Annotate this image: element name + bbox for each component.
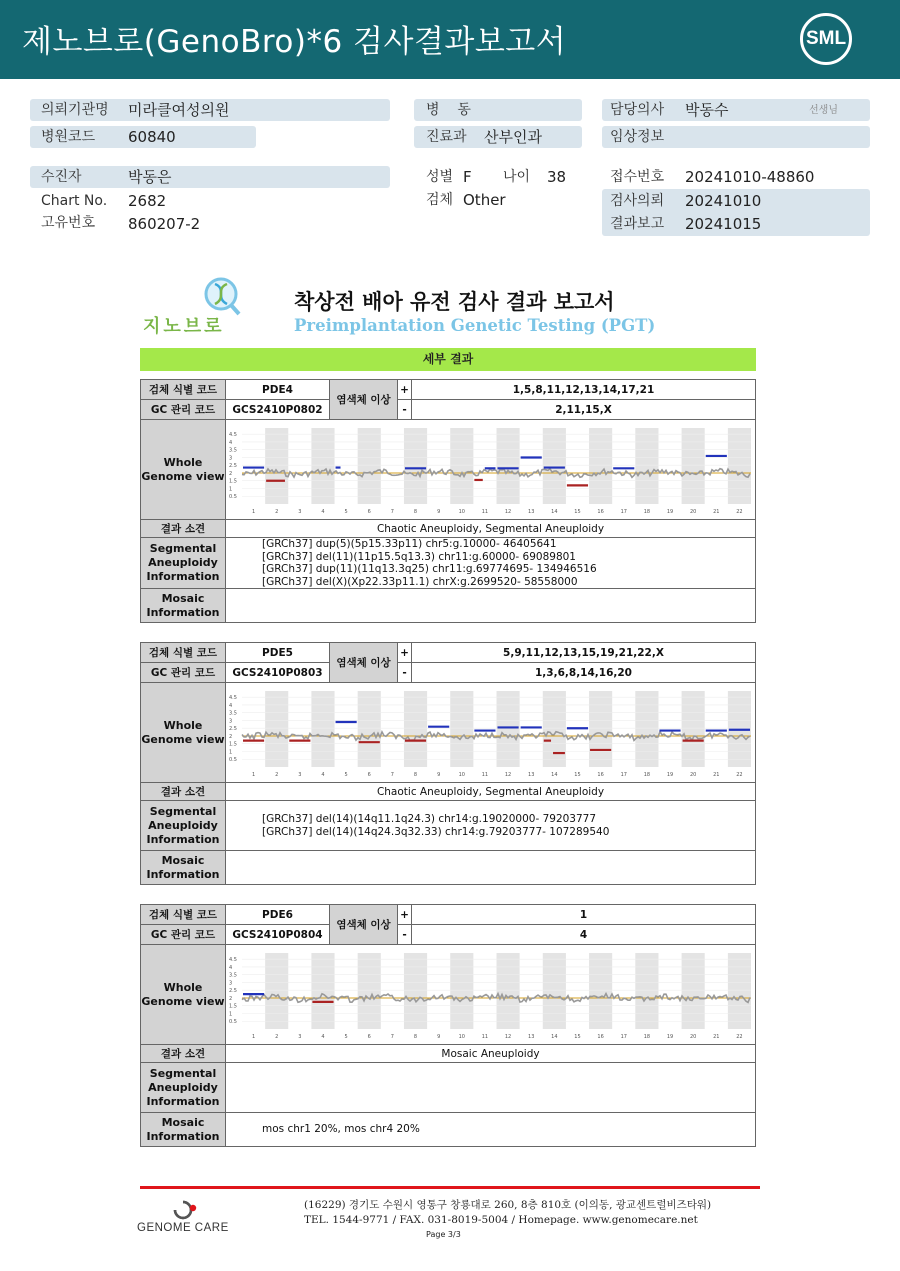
chromosome-band bbox=[543, 953, 566, 1029]
chromosome-label: 9 bbox=[437, 772, 441, 778]
mosaic-info bbox=[226, 589, 756, 623]
chromosome-band bbox=[543, 428, 566, 504]
y-tick-label: 3.5 bbox=[229, 447, 237, 454]
chromosome-label: 15 bbox=[574, 1034, 581, 1040]
chromosome-label: 12 bbox=[504, 1034, 512, 1040]
chromosome-label: 11 bbox=[481, 772, 489, 778]
sample-code-label: 검체 식별 코드 bbox=[141, 643, 226, 663]
chromosome-band bbox=[635, 428, 658, 504]
chromosome-band bbox=[404, 428, 427, 504]
chromosome-label: 12 bbox=[504, 772, 512, 778]
clinical-label: 임상정보 bbox=[610, 129, 665, 145]
genome-plot bbox=[226, 420, 755, 516]
doctor-suffix: 선생님 bbox=[809, 105, 838, 116]
contact-line: TEL. 1544-9771 / FAX. 031-8019-5004 / Homepage. www.genomecare.net bbox=[304, 1214, 698, 1226]
gc-code-label: GC 관리 코드 bbox=[141, 663, 226, 683]
gain-sign: + bbox=[398, 643, 412, 663]
chromosome-label: 4 bbox=[321, 772, 325, 778]
segmental-info bbox=[226, 538, 756, 589]
report-date-label: 결과보고 bbox=[610, 216, 665, 232]
genome-care-logo bbox=[137, 1198, 229, 1238]
chromosome-label: 11 bbox=[481, 509, 489, 515]
chromosome-label: 6 bbox=[367, 509, 371, 515]
sample-code-label: 검체 식별 코드 bbox=[141, 905, 226, 925]
report-subtitle: Preimplantation Genetic Testing (PGT) bbox=[294, 316, 656, 335]
chromosome-label: 8 bbox=[413, 509, 418, 515]
segmental-line: [GRCh37] dup(5)(5p15.33p11) chr5:g.10000- 46405641 bbox=[262, 538, 557, 550]
footer-divider bbox=[140, 1186, 760, 1189]
id-value: 860207-2 bbox=[128, 215, 201, 233]
segmental-line: [GRCh37] del(11)(11p15.5q13.3) chr11:g.60000- 69089801 bbox=[262, 550, 576, 563]
chromosome-label: 10 bbox=[458, 772, 465, 778]
y-tick-label: 3.5 bbox=[229, 972, 237, 979]
chromosome-band bbox=[450, 953, 473, 1029]
y-tick-label: 4.5 bbox=[229, 432, 237, 439]
chromosome-label: 5 bbox=[344, 509, 348, 515]
age-label: 나이 bbox=[503, 169, 531, 185]
chromosome-label: 9 bbox=[437, 509, 441, 515]
report-title: 제노브로(GenoBro)*6 검사결과보고서 bbox=[22, 24, 567, 60]
embryo-table bbox=[140, 904, 756, 1147]
sample-code: PDE5 bbox=[226, 643, 330, 663]
chromosome-band bbox=[497, 953, 520, 1029]
segmental-line: [GRCh37] del(14)(14q11.1q24.3) chr14:g.19020000- 79203777 bbox=[262, 813, 597, 825]
loss-chromosomes: 1,3,6,8,14,16,20 bbox=[412, 663, 756, 683]
report-date-value: 20241015 bbox=[685, 215, 762, 233]
finding-value: Chaotic Aneuploidy, Segmental Aneuploidy bbox=[226, 520, 756, 538]
genome-plot-cell bbox=[226, 420, 756, 520]
chromosome-label: 20 bbox=[689, 1034, 697, 1040]
sml-logo: SML bbox=[800, 13, 852, 65]
y-tick-label: 4.5 bbox=[229, 957, 237, 964]
chromosome-label: 17 bbox=[620, 772, 627, 778]
chromosome-label: 4 bbox=[321, 509, 325, 515]
institution-value: 미라클여성의원 bbox=[128, 101, 230, 119]
y-tick-label: 3.5 bbox=[229, 710, 237, 717]
chromosome-band bbox=[589, 953, 612, 1029]
genome-plot bbox=[226, 683, 755, 779]
y-tick-label: 2 bbox=[229, 995, 233, 1002]
abnormality-label: 염색체 이상 bbox=[330, 643, 398, 683]
mosaic-info bbox=[226, 851, 756, 885]
chromosome-label: 17 bbox=[620, 509, 627, 515]
chromosome-label: 19 bbox=[666, 772, 674, 778]
chromosome-band bbox=[682, 953, 705, 1029]
chromosome-label: 18 bbox=[643, 509, 651, 515]
chromosome-label: 1 bbox=[251, 1034, 256, 1040]
whole-genome-label: Whole Genome view bbox=[141, 683, 226, 783]
sex-value: F bbox=[463, 168, 472, 186]
chromosome-band bbox=[682, 691, 705, 767]
segmental-line: [GRCh37] dup(11)(11q13.3q25) chr11:g.69774695- 134946516 bbox=[262, 563, 597, 575]
chromosome-label: 15 bbox=[574, 772, 581, 778]
whole-genome-label: Whole Genome view bbox=[141, 420, 226, 520]
chromosome-label: 7 bbox=[390, 509, 394, 515]
gain-chromosomes: 5,9,11,12,13,15,19,21,22,X bbox=[412, 643, 756, 663]
age-value: 38 bbox=[547, 168, 567, 186]
chromosome-label: 13 bbox=[528, 509, 535, 515]
genome-plot-cell bbox=[226, 945, 756, 1045]
report-main-title: 착상전 배아 유전 검사 결과 보고서 bbox=[294, 290, 615, 314]
loss-chromosomes: 4 bbox=[412, 925, 756, 945]
chromosome-label: 3 bbox=[298, 509, 302, 515]
segmental-label: Segmental Aneuploidy Information bbox=[141, 1063, 226, 1113]
gain-chromosomes: 1 bbox=[412, 905, 756, 925]
chromosome-label: 16 bbox=[597, 772, 604, 778]
id-label: 고유번호 bbox=[41, 215, 96, 231]
segmental-label: Segmental Aneuploidy Information bbox=[141, 801, 226, 851]
patient-value: 박동은 bbox=[128, 168, 172, 186]
chromosome-label: 13 bbox=[528, 1034, 535, 1040]
chromosome-label: 14 bbox=[551, 1034, 558, 1040]
y-tick-label: 1 bbox=[229, 486, 233, 493]
chromosome-label: 10 bbox=[458, 509, 465, 515]
finding-value: Chaotic Aneuploidy, Segmental Aneuploidy bbox=[226, 783, 756, 801]
dept-value: 산부인과 bbox=[484, 128, 542, 146]
company-name: GENOME CARE bbox=[137, 1222, 229, 1234]
chromosome-label: 18 bbox=[643, 1034, 651, 1040]
y-tick-label: 1.5 bbox=[229, 1003, 237, 1010]
chromosome-label: 6 bbox=[367, 772, 371, 778]
chromosome-band bbox=[682, 428, 705, 504]
y-tick-label: 1 bbox=[229, 749, 233, 756]
chromosome-label: 12 bbox=[504, 509, 512, 515]
y-tick-label: 4 bbox=[229, 439, 233, 446]
y-tick-label: 4 bbox=[229, 702, 233, 709]
chromosome-label: 17 bbox=[620, 1034, 627, 1040]
y-tick-label: 1 bbox=[229, 1011, 233, 1018]
chromosome-band bbox=[311, 691, 334, 767]
y-tick-label: 1.5 bbox=[229, 741, 237, 748]
mosaic-label: Mosaic Information bbox=[141, 589, 226, 623]
chromosome-label: 15 bbox=[574, 509, 581, 515]
chromosome-label: 20 bbox=[689, 772, 697, 778]
chromosome-band bbox=[358, 691, 381, 767]
chromosome-label: 6 bbox=[367, 1034, 371, 1040]
genome-plot bbox=[226, 945, 755, 1041]
chromosome-band bbox=[450, 428, 473, 504]
chromosome-band bbox=[589, 428, 612, 504]
chromosome-band bbox=[728, 953, 751, 1029]
chromosome-label: 11 bbox=[481, 1034, 489, 1040]
segmental-info bbox=[226, 801, 756, 851]
loss-chromosomes: 2,11,15,X bbox=[412, 400, 756, 420]
gc-code: GCS2410P0803 bbox=[226, 663, 330, 683]
mosaic-info: mos chr1 20%, mos chr4 20% bbox=[226, 1113, 756, 1147]
footer-address bbox=[304, 1198, 711, 1228]
y-tick-label: 0.5 bbox=[229, 757, 237, 764]
chromosome-label: 10 bbox=[458, 1034, 465, 1040]
gc-code: GCS2410P0802 bbox=[226, 400, 330, 420]
chromosome-label: 16 bbox=[597, 1034, 604, 1040]
chromosome-band bbox=[358, 953, 381, 1029]
institution-label: 의뢰기관명 bbox=[41, 102, 109, 118]
y-tick-label: 4.5 bbox=[229, 695, 237, 702]
doctor-label: 담당의사 bbox=[610, 102, 665, 118]
chromosome-label: 8 bbox=[413, 772, 418, 778]
mosaic-label: Mosaic Information bbox=[141, 1113, 226, 1147]
chromosome-label: 14 bbox=[551, 772, 558, 778]
chromosome-label: 5 bbox=[344, 1034, 348, 1040]
chromosome-label: 2 bbox=[275, 772, 279, 778]
chromosome-label: 21 bbox=[713, 509, 720, 515]
dna-magnifier-icon bbox=[143, 276, 253, 316]
y-tick-label: 2.5 bbox=[229, 726, 237, 733]
chromosome-band bbox=[265, 953, 288, 1029]
chromosome-band bbox=[265, 691, 288, 767]
header-bar bbox=[0, 0, 900, 79]
chromosome-label: 19 bbox=[666, 1034, 674, 1040]
gain-chromosomes: 1,5,8,11,12,13,14,17,21 bbox=[412, 380, 756, 400]
gain-sign: + bbox=[398, 905, 412, 925]
patient-label: 수진자 bbox=[41, 169, 82, 185]
address-line: (16229) 경기도 수원시 영통구 창룡대로 260, 8층 810호 (이의동, 광교센트럴비즈타워) bbox=[304, 1199, 712, 1211]
chromosome-label: 2 bbox=[275, 1034, 279, 1040]
y-tick-label: 4 bbox=[229, 964, 233, 971]
receipt-label: 접수번호 bbox=[610, 169, 665, 185]
segmental-label: Segmental Aneuploidy Information bbox=[141, 538, 226, 589]
sex-label: 성별 bbox=[426, 169, 454, 185]
genome-plot-cell bbox=[226, 683, 756, 783]
chromosome-band bbox=[635, 953, 658, 1029]
chromosome-label: 9 bbox=[437, 1034, 441, 1040]
loss-sign: - bbox=[398, 925, 412, 945]
chromosome-label: 7 bbox=[390, 772, 394, 778]
gain-sign: + bbox=[398, 380, 412, 400]
y-tick-label: 1.5 bbox=[229, 478, 237, 485]
chromosome-label: 3 bbox=[298, 772, 302, 778]
y-tick-label: 0.5 bbox=[229, 1019, 237, 1026]
specimen-value: Other bbox=[463, 191, 506, 209]
genome-care-mark-icon bbox=[137, 1198, 229, 1222]
chromosome-band bbox=[265, 428, 288, 504]
chromosome-band bbox=[311, 953, 334, 1029]
finding-label: 결과 소견 bbox=[141, 783, 226, 801]
chromosome-label: 22 bbox=[736, 772, 743, 778]
chromosome-label: 13 bbox=[528, 772, 535, 778]
page-number: Page 3/3 bbox=[426, 1230, 461, 1239]
chromosome-label: 1 bbox=[251, 772, 256, 778]
chromosome-label: 21 bbox=[713, 1034, 720, 1040]
chromosome-band bbox=[311, 428, 334, 504]
chromosome-band bbox=[497, 691, 520, 767]
y-tick-label: 0.5 bbox=[229, 494, 237, 501]
chart-label: Chart No. bbox=[41, 193, 108, 209]
chromosome-label: 20 bbox=[689, 509, 697, 515]
chromosome-label: 2 bbox=[275, 509, 279, 515]
y-tick-label: 2.5 bbox=[229, 463, 237, 470]
chromosome-band bbox=[635, 691, 658, 767]
genobro-logo bbox=[143, 276, 253, 336]
sample-code: PDE4 bbox=[226, 380, 330, 400]
dept-label: 진료과 bbox=[426, 129, 467, 145]
chromosome-label: 1 bbox=[251, 509, 256, 515]
segmental-line: [GRCh37] del(14)(14q24.3q32.33) chr14:g.79203777- 107289540 bbox=[262, 825, 610, 838]
chromosome-band bbox=[728, 428, 751, 504]
y-tick-label: 2.5 bbox=[229, 988, 237, 995]
chromosome-label: 4 bbox=[321, 1034, 325, 1040]
chromosome-label: 3 bbox=[298, 1034, 302, 1040]
finding-label: 결과 소견 bbox=[141, 520, 226, 538]
doctor-value: 박동수 bbox=[685, 101, 729, 119]
chromosome-label: 7 bbox=[390, 1034, 394, 1040]
chromosome-band bbox=[543, 691, 566, 767]
y-tick-label: 3 bbox=[229, 455, 233, 462]
chromosome-label: 16 bbox=[597, 509, 604, 515]
sample-code-label: 검체 식별 코드 bbox=[141, 380, 226, 400]
whole-genome-label: Whole Genome view bbox=[141, 945, 226, 1045]
receipt-value: 20241010-48860 bbox=[685, 168, 815, 186]
chromosome-label: 18 bbox=[643, 772, 651, 778]
specimen-label: 검체 bbox=[426, 192, 454, 208]
loss-sign: - bbox=[398, 663, 412, 683]
abnormality-label: 염색체 이상 bbox=[330, 380, 398, 420]
chromosome-label: 21 bbox=[713, 772, 720, 778]
request-value: 20241010 bbox=[685, 192, 762, 210]
finding-value: Mosaic Aneuploidy bbox=[226, 1045, 756, 1063]
chromosome-band bbox=[450, 691, 473, 767]
y-tick-label: 3 bbox=[229, 980, 233, 987]
gc-code-label: GC 관리 코드 bbox=[141, 400, 226, 420]
gc-code: GCS2410P0804 bbox=[226, 925, 330, 945]
chromosome-label: 5 bbox=[344, 772, 348, 778]
chart-value: 2682 bbox=[128, 192, 167, 210]
embryo-table bbox=[140, 642, 756, 885]
genobro-logo-text: 지노브로 bbox=[143, 316, 225, 337]
request-label: 검사의뢰 bbox=[610, 193, 665, 209]
chromosome-label: 22 bbox=[736, 1034, 743, 1040]
y-tick-label: 3 bbox=[229, 718, 233, 725]
chromosome-band bbox=[358, 428, 381, 504]
y-tick-label: 2 bbox=[229, 733, 233, 740]
mosaic-label: Mosaic Information bbox=[141, 851, 226, 885]
loss-sign: - bbox=[398, 400, 412, 420]
chromosome-label: 14 bbox=[551, 509, 558, 515]
chromosome-label: 19 bbox=[666, 509, 674, 515]
chromosome-band bbox=[589, 691, 612, 767]
y-tick-label: 2 bbox=[229, 470, 233, 477]
chromosome-band bbox=[497, 428, 520, 504]
segmental-line: [GRCh37] del(X)(Xp22.33p11.1) chrX:g.2699520- 58558000 bbox=[262, 575, 578, 588]
section-header: 세부 결과 bbox=[140, 348, 756, 371]
gc-code-label: GC 관리 코드 bbox=[141, 925, 226, 945]
chromosome-label: 8 bbox=[413, 1034, 418, 1040]
finding-label: 결과 소견 bbox=[141, 1045, 226, 1063]
abnormality-label: 염색체 이상 bbox=[330, 905, 398, 945]
embryo-table bbox=[140, 379, 756, 623]
segmental-info bbox=[226, 1063, 756, 1113]
sample-code: PDE6 bbox=[226, 905, 330, 925]
chromosome-band bbox=[404, 691, 427, 767]
hospital-code-value: 60840 bbox=[128, 128, 176, 146]
ward-label: 병 동 bbox=[426, 102, 471, 118]
chromosome-band bbox=[404, 953, 427, 1029]
chromosome-label: 22 bbox=[736, 509, 743, 515]
hospital-code-label: 병원코드 bbox=[41, 129, 96, 145]
